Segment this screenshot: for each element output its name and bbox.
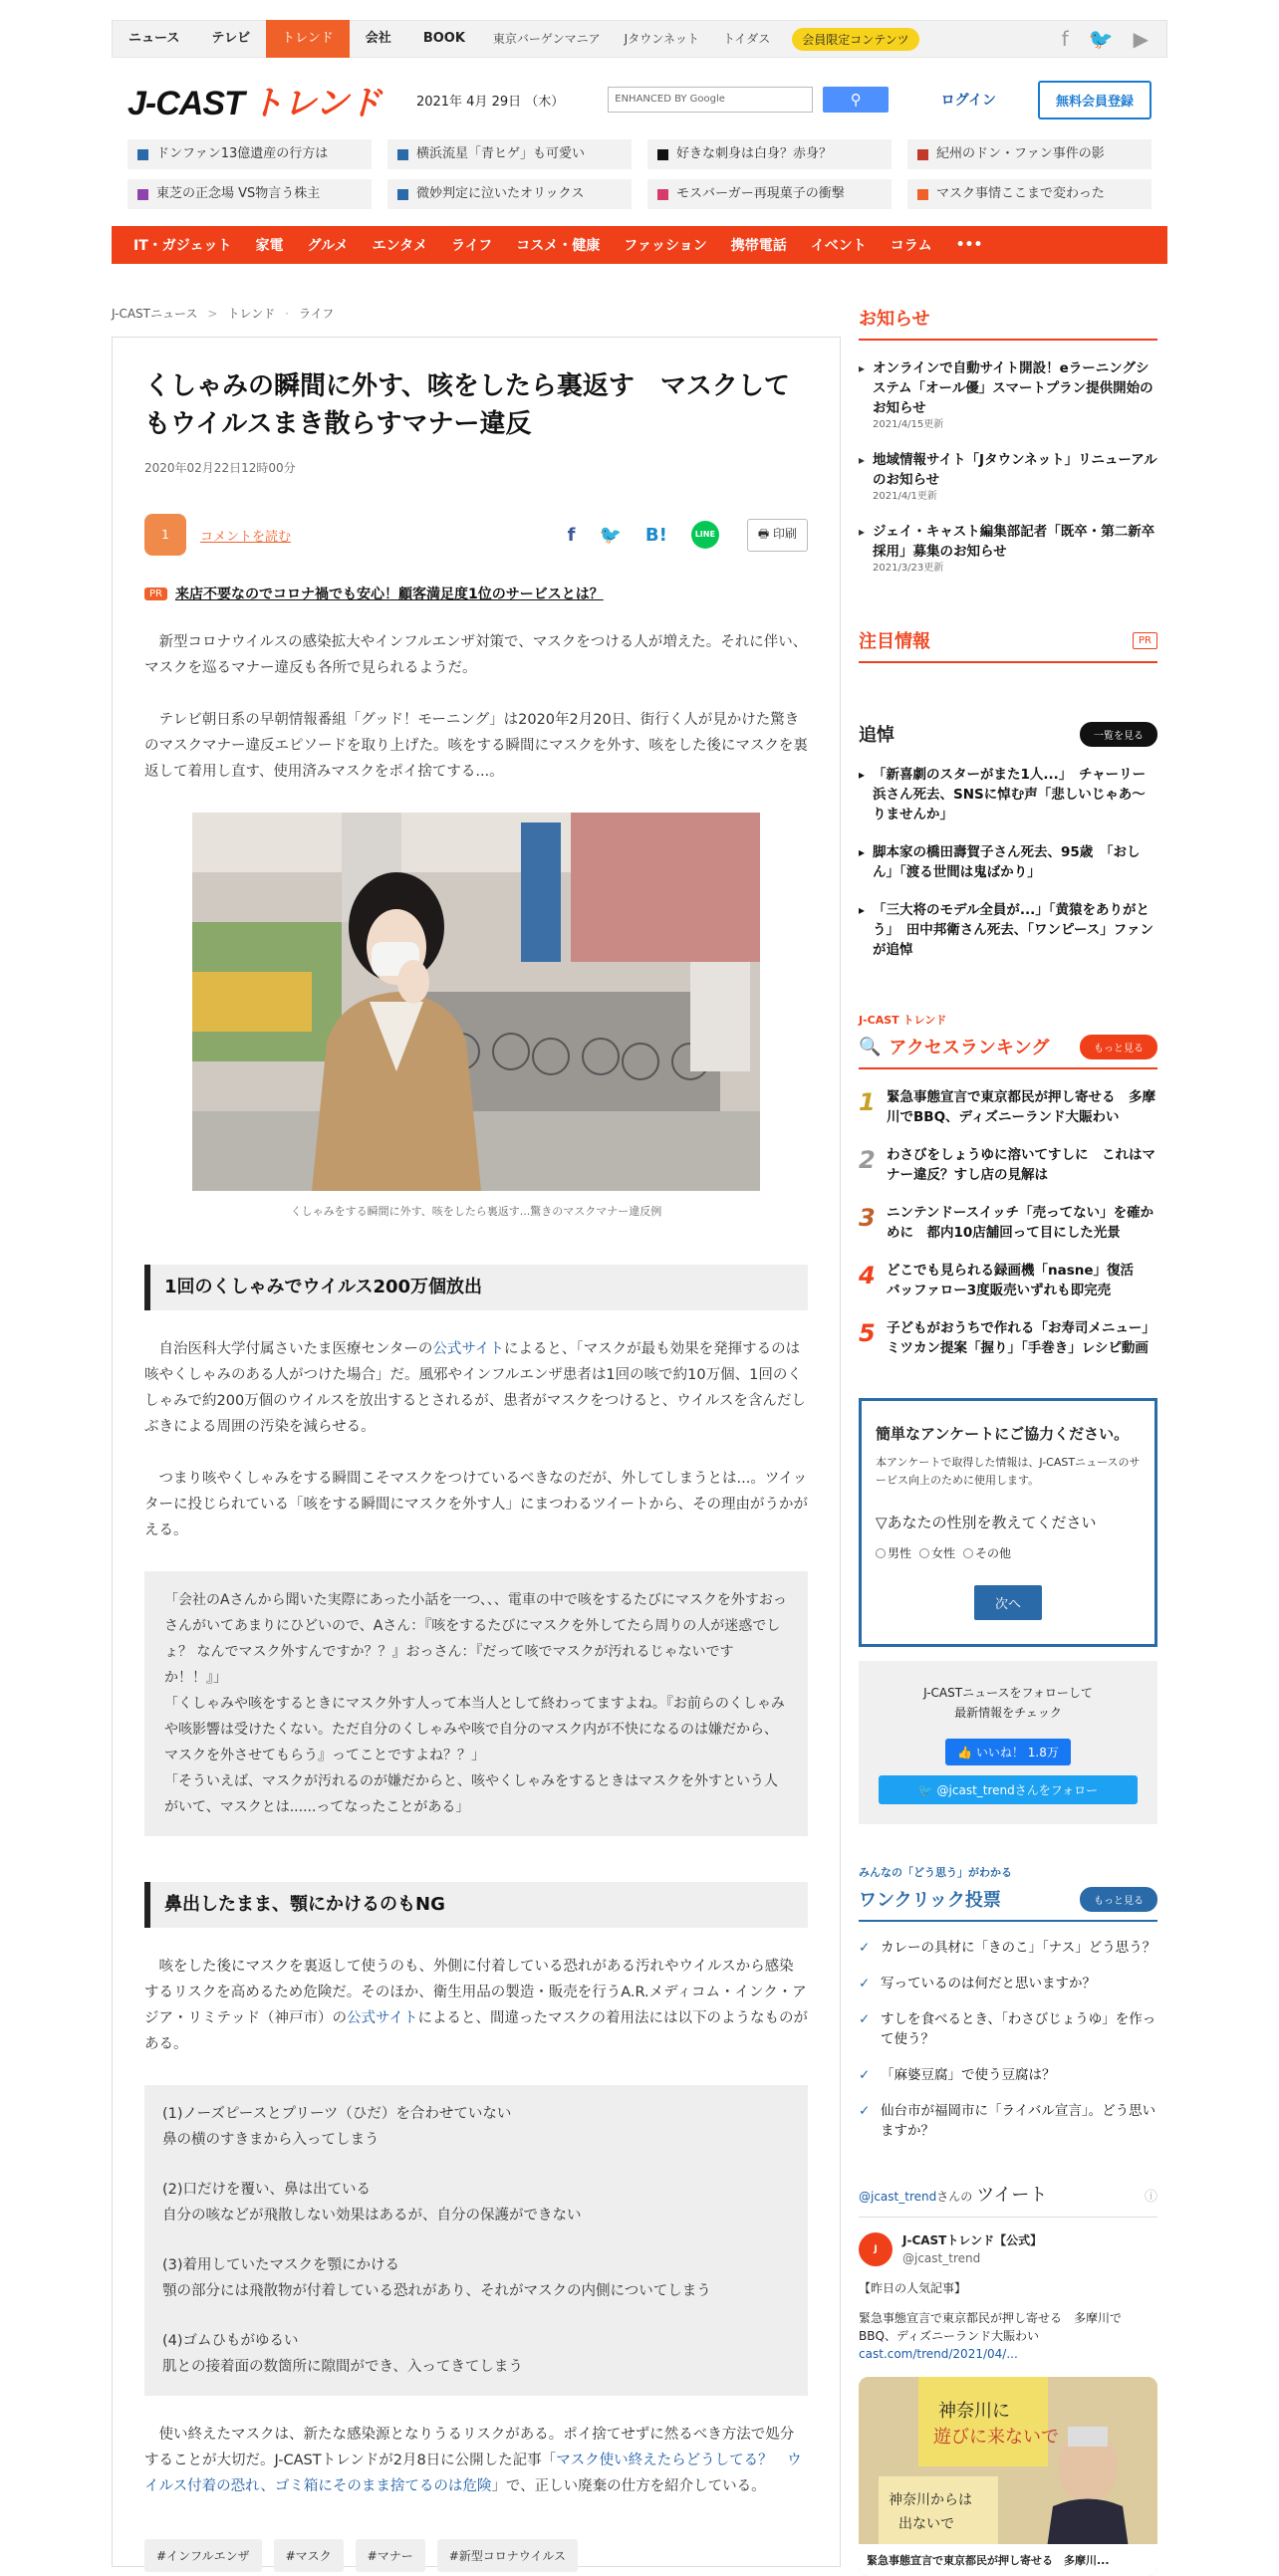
notice-list [859,358,1157,576]
article-title: くしゃみの瞬間に外す、咳をしたら裏返す マスクしてもウイルスまき散らすマナー違反 [144,371,790,439]
share-buttons [568,521,719,549]
breadcrumb-news[interactable]: J-CASTニュース [112,307,198,321]
tweet-handle: @jcast_trend [902,2251,981,2265]
category-item[interactable]: 家電 [255,238,284,254]
ranking-item[interactable] [859,1145,1157,1185]
members-badge[interactable]: 会員限定コンテンツ [792,28,918,51]
tweet-account[interactable] [859,2231,1157,2267]
print-label: 印刷 [772,526,797,541]
avatar: J [859,2232,893,2266]
category-item[interactable]: 携帯電話 [730,238,787,254]
article-figure [192,813,760,1219]
vote-item[interactable]: ✓ 写っているのは何だと思いますか？ [859,1974,1157,1993]
tsuito-item[interactable]: ▸ 「三大将のモデル全員が...」「黄猿をありがとう」 田中邦衛さん死去、「ワンピース」ファンが追悼 [859,900,1157,960]
tag-covid[interactable]: #新型コロナウイルス [437,2539,578,2572]
follow-box [859,1661,1157,1824]
rank-number: 5 [859,1319,876,1347]
twitter-follow-button[interactable]: 🐦 @jcast_trendさんをフォロー [879,1775,1138,1804]
twitter-icon[interactable]: 🐦 [1088,27,1114,51]
paragraph-4: つまり咳やくしゃみをする瞬間こそマスクをつけているべきなのだが、外してしまうとは...。ツイッターに投じられている「咳をする瞬間にマスクを外す人」にまつわるツイートから、その理由がうかがえる。 [144,1471,808,1538]
category-bar [112,226,1167,264]
info-icon[interactable]: ⓘ [1144,2190,1157,2205]
topic-label: 横浜流星「青ヒゲ」も可愛い [416,146,586,161]
paragraph-5: 咳をした後にマスクを裏返して使うのも、外側に付着している恐れがある汚れやウイルスから感染するリスクを高めるため危険だ。そのほか、衛生用品の製造・販売を行うA.R.メディコム・インク・アジア・リミテッド（神戸市）の公式サイトによると、間違ったマスクの着用法には以下のようなものがある。 [144,1959,808,2052]
ranking-item[interactable] [859,1318,1162,1358]
ranking-more-button[interactable]: もっと見る [1080,1035,1157,1059]
topic-label: マスク事情ここまで変わった [936,186,1105,201]
rank-title: ニンテンドースイッチ「売ってない」を確かめに 都内10店舗回って目にした光景 [887,1205,1154,1241]
category-item[interactable]: エンタメ [372,238,428,254]
ranking-subheading: J-CAST トレンド [859,1014,947,1027]
facebook-icon[interactable]: f [1061,27,1069,51]
youtube-icon[interactable]: ▶ [1133,27,1149,51]
category-item[interactable]: コラム [890,238,932,254]
topic-label: 紀州のドン・ファン事件の影 [936,146,1105,161]
notice-item[interactable]: ▸ ジェイ・キャスト編集部記者「既卒・第二新卒採用」募集のお知らせ 2021/3/23更新 [859,522,1157,576]
print-button[interactable] [747,519,808,552]
rank-number: 3 [859,1204,876,1232]
vote-subheading: みんなの「どう思う」がわかる [859,1866,1012,1879]
logo-jcast: J-CAST [128,84,244,122]
search-input[interactable]: ENHANCED BY Google [608,87,813,113]
paragraph-3: 自治医科大学付属さいたま医療センターの公式サイトによると、「マスクが最も効果を発揮するのは咳やくしゃみのある人がつけた場合」だ。風邪やインフルエンザ患者は1回の咳で約10万個、1回のくしゃみで約200万個のウイルスを放出するとされるが、患者がマスクをつけると、ウイルスを含んだしぶきによる周囲の汚染を減らせる。 [144,1341,806,1435]
list-item: (4)ゴムひもがゆるい 肌との接着面の数箇所に隙間ができ、入ってきてしまう [162,2333,523,2375]
sidebar [859,305,1162,2576]
tweets-heading: ツイート [976,2185,1048,2206]
vote-item[interactable]: ✓ カレーの具材に「きのこ」「ナス」どう思う？ [859,1938,1157,1958]
rank-title: 子どもがおうちで作れる「お寿司メニュー」 ミツカン提案「握り」「手巻き」レシピ動画 [887,1320,1162,1356]
paragraph-1: 新型コロナウイルスの感染拡大やインフルエンザ対策で、マスクをつける人が増えた。それに伴い、マスクを巡るマナー違反も各所で見られるようだ。 [144,634,808,676]
pr-badge: PR [144,587,167,600]
tsuito-header [859,721,1157,747]
tag-mask[interactable]: #マスク [274,2539,344,2572]
social-links [1062,27,1166,51]
mask-misuse-list [144,2085,808,2396]
vote-list [859,1938,1157,2141]
vote-item[interactable]: ✓ 「麻婆豆腐」で使う豆腐は？ [859,2065,1157,2085]
rank-title: わさびをしょうゆに溶いてすしに これはマナー違反？すし店の見解は [887,1147,1155,1183]
topic-label: 好きな刺身は白身？赤身？ [676,146,833,161]
survey-options [876,1544,1141,1561]
tsuito-item[interactable]: ▸ 脚本家の橋田壽賀子さん死去、95歳 「おしん」「渡る世間は鬼ばかり」 [859,842,1157,882]
paragraph-6: 使い終えたマスクは、新たな感染源となりうるリスクがある。ポイ捨てせずに然るべき方法で処分することが大切だ。J-CASTトレンドが2月8日に公開した記事「マスク使い終えたらどうしてる？ ウイルス付着の恐れ、ゴミ箱にそのまま捨てるのは危険」で、正しい廃棄の仕方を紹介している。 [144,2427,802,2494]
tweet-url[interactable]: cast.com/trend/2021/04/... [859,2347,1018,2361]
category-item[interactable]: ••• [955,237,983,253]
facebook-like-button[interactable]: 👍 いいね！ 1.8万 [945,1739,1071,1765]
focus-pr-badge: PR [1133,632,1157,649]
radio-button[interactable] [876,1548,886,1558]
nav-tv[interactable]: テレビ [211,31,251,46]
survey-next-button[interactable]: 次へ [974,1585,1042,1620]
article-photo[interactable] [192,813,760,1191]
topic-color-icon [657,189,668,200]
rank-number: 1 [859,1088,876,1116]
nav-trend[interactable]: トレンド [266,20,350,58]
focus-heading: 注目情報 [859,631,930,652]
search-button[interactable] [823,87,889,113]
ranking-item[interactable] [859,1261,1157,1300]
article-date: 2020年02月22日12時00分 [144,461,296,475]
official-site-link-1[interactable]: 公式サイト [432,1341,504,1357]
facebook-share-icon[interactable]: f [567,524,576,546]
tag-influenza[interactable]: #インフルエンザ [144,2539,262,2572]
breadcrumb: J-CASTニュース > トレンド · ライフ [112,307,335,321]
rank-number: 4 [859,1262,876,1289]
topic-tile[interactable] [387,139,632,169]
survey-note: 本アンケートで取得した情報は、J-CASTニュースのサービス向上のために使用します。 [876,1456,1141,1487]
tweet-image-caption: 緊急事態宣言で東京都民が押し寄せる 多摩川... [859,2544,1157,2576]
search-icon: ⚲ [850,91,862,109]
topic-label: 東芝の正念場 VS物言う株主 [156,186,321,201]
topic-label: 微妙判定に泣いたオリックス [416,186,585,201]
ranking-heading: 🔍 アクセスランキング [859,1036,1050,1058]
twitter-share-icon[interactable]: 🐦 [599,524,622,546]
focus-header [859,627,1157,663]
topic-color-icon [657,149,668,160]
photo-caption: くしゃみをする瞬間に外す、咳をしたら裏返す...驚きのマスクマナー違反例 [290,1205,662,1218]
tsuito-item[interactable]: ▸ 「新喜劇のスターがまた1人...」 チャーリー浜さん死去、SNSに悼む声「悲しいじゃあ～りませんか」 [859,765,1157,824]
option-other[interactable]: その他 [963,1544,1011,1561]
topic-color-icon [917,189,928,200]
notice-item[interactable]: ▸ 地域情報サイト「Jタウンネット」リニューアルのお知らせ 2021/4/1更新 [859,450,1157,504]
tsuito-list [859,765,1157,960]
photo-woman-coughing [192,813,760,1191]
section-heading-1: 1回のくしゃみでウイルス200万個放出 [144,1265,808,1310]
tsuito-heading: 追悼 [859,725,895,746]
rank-title: 緊急事態宣言で東京都民が押し寄せる 多摩川でBBQ、ディズニーランド大賑わい [887,1089,1155,1125]
vote-item[interactable]: ✓ すしを食べるとき、「わさびじょうゆ」を作って使う？ [859,2009,1157,2049]
notice-heading: お知らせ [859,305,1157,341]
radio-button[interactable] [963,1548,973,1558]
topic-color-icon [917,149,928,160]
vote-item[interactable]: ✓ 仙台市が福岡市に「ライバル宣言」。どう思いますか？ [859,2101,1157,2141]
topic-color-icon [137,149,148,160]
top-nav [112,20,1167,58]
search-form [608,87,889,113]
tsuito-more-button[interactable]: 一覧を見る [1080,722,1157,747]
topic-tile[interactable] [647,139,892,169]
vote-heading: ワンクリック投票 [859,1890,1001,1911]
breadcrumb-life[interactable]: ライフ [298,307,335,321]
category-item[interactable]: IT・ガジェット [133,238,232,254]
svg-text:神奈川に: 神奈川に [938,2401,1010,2422]
survey-box [859,1398,1157,1647]
notice-item[interactable]: ▸ オンラインで自動サイト開設！eラーニングシステム「オール優」スマートプラン提供開始のお知らせ 2021/4/15更新 [859,358,1157,432]
category-item[interactable]: ファッション [624,238,707,254]
ranking-header [859,1034,1157,1069]
site-logo[interactable] [128,76,381,124]
topic-tile[interactable] [907,139,1151,169]
tweet-quotes [144,1571,808,1836]
breadcrumb-trend[interactable]: トレンド [227,307,276,321]
nav-company[interactable]: 会社 [365,31,391,46]
survey-question: ▽あなたの性別を教えてください [876,1514,1097,1531]
comment-icon[interactable]: 1 [144,514,186,556]
official-site-link-2[interactable]: 公式サイト [347,2010,418,2026]
pr-text: 来店不要なのでコロナ禍でも安心！顧客満足度1位のサービスとは？ [174,586,604,602]
search-ranking-icon: 🔍 [859,1036,882,1057]
topic-tile[interactable] [128,179,372,209]
section-heading-2: 鼻出したまま、顎にかけるのもNG [144,1882,808,1928]
ranking-item[interactable] [859,1203,1157,1243]
topic-tiles [112,139,1167,209]
topic-tile[interactable] [907,179,1151,209]
quote-2: 「くしゃみや咳をするときにマスク外す人って本当人として終わってますよね。『お前らのくしゃみや咳影響は受けたくない。ただ自分のくしゃみや咳で自分のマスク内が不快になるのは嫌だから、マスクを外させてもらう』ってことですよね？？」 [164,1696,785,1763]
topic-color-icon [397,149,408,160]
pr-link[interactable] [144,584,808,603]
option-male[interactable]: 男性 [876,1544,911,1561]
category-item[interactable]: グルメ [307,238,349,254]
svg-text:神奈川からは: 神奈川からは [889,2492,972,2508]
login-link[interactable]: ログイン [940,93,996,109]
rank-number: 2 [859,1146,876,1174]
list-item: (2)口だけを覆い、鼻は出ている 自分の咳などが飛散しない効果はあるが、自分の保護ができない [162,2182,582,2224]
follow-text-1: J-CASTニュースをフォローして [923,1686,1093,1700]
svg-text:遊びに来ないで: 遊びに来ないで [933,2427,1059,2448]
category-item[interactable]: イベント [810,238,867,254]
radio-button[interactable] [919,1548,929,1558]
article [112,337,841,2567]
twitter-handle-link[interactable]: @jcast_trend [859,2190,937,2204]
hatena-share-icon[interactable]: B! [644,524,667,546]
topic-tile[interactable] [647,179,892,209]
tweet-name: J-CASTトレンド【公式】 [902,2233,1043,2247]
twitter-widget-header: @jcast_trend さんの ツイート ⓘ [859,2181,1157,2218]
tag-list [144,2539,808,2572]
nav-book[interactable]: BOOK [422,31,465,46]
quote-3: 「そういえば、マスクが汚れるのが嫌だからと、咳やくしゃみをするときはマスクを外すという人がいて、マスクとは......ってなったことがある」 [164,1773,778,1815]
printer-icon: 🖶 [757,526,773,541]
ranking-list [859,1087,1162,1358]
topic-label: モスバーガー再現菓子の衝撃 [676,186,845,201]
vote-more-button[interactable]: もっと見る [1080,1887,1157,1912]
tweet-image[interactable] [859,2377,1157,2576]
paragraph-2: テレビ朝日系の早朝情報番組「グッド！モーニング」は2020年2月20日、街行く人が見かけた驚きのマスクマナー違反エピソードを取り上げた。咳をする瞬間にマスクを外す、咳をした後にマスクを裏返して着用し直す、使用済みマスクをポイ捨てする...。 [144,712,808,780]
nav-news[interactable]: ニュース [128,31,180,46]
nav-bargain[interactable]: 東京バーゲンマニア [492,32,601,46]
tweet [859,2218,1157,2576]
tag-manner[interactable]: #マナー [356,2539,425,2572]
list-item: (3)着用していたマスクを顎にかける 顎の部分には飛散物が付着している恐れがあり、それがマスクの内側についてしまう [162,2257,711,2299]
share-bar [144,514,808,556]
quote-1: 「会社のAさんから聞いた実際にあった小話を一つ、、、電車の中で咳をするたびにマスクを外すおっさんがいてあまりにひどいので、Aさん：『咳をするたびにマスクを外してたら周りの人が迷惑でしょ？ なんでマスク外すんですか？？』おっさん：『だって咳でマスクが汚れるじゃないですか！！』」 [164,1592,787,1686]
category-item[interactable]: コスメ・健康 [516,238,601,254]
nav-toidas[interactable]: トイダス [722,32,771,46]
topic-tile[interactable] [387,179,632,209]
option-female[interactable]: 女性 [919,1544,955,1561]
vote-header [859,1886,1157,1922]
comment-link[interactable]: コメントを読む [200,529,292,545]
ranking-item[interactable] [859,1087,1157,1127]
topic-color-icon [397,189,408,200]
category-item[interactable]: ライフ [451,238,493,254]
nav-jtown[interactable]: Jタウンネット [624,32,699,46]
list-item: (1)ノーズピースとプリーツ（ひだ）を合わせていない 鼻の横のすきまから入ってしまう [162,2106,512,2148]
current-date: 2021年 4月 29日 （木） [415,94,565,110]
logo-trend: トレンド [249,84,381,122]
line-share-icon[interactable]: LINE [691,521,719,549]
site-header [112,74,1167,125]
follow-text-2: 最新情報をチェック [954,1706,1062,1720]
tweet-text: 緊急事態宣言で東京都民が押し寄せる 多摩川でBBQ、ディズニーランド大賑わい [859,2311,1123,2343]
register-button[interactable]: 無料会員登録 [1038,81,1151,119]
topic-label: ドンファン13億遺産の行方は [156,146,329,161]
rank-title: どこでも見られる録画機「nasne」復活 バッファロー3度販売いずれも即完売 [887,1263,1148,1298]
tweet-tag: 【昨日の人気記事】 [859,2281,967,2295]
related-article-link[interactable]: マスク使い終えたらどうしてる？ ウイルス付着の恐れ、ゴミ箱にそのまま捨てるのは危険 [144,2453,802,2494]
svg-text:出ないで: 出ないで [898,2516,954,2532]
survey-title: 簡単なアンケートにご協力ください。 [876,1425,1130,1443]
topic-tile[interactable] [128,139,372,169]
topic-color-icon [137,189,148,200]
